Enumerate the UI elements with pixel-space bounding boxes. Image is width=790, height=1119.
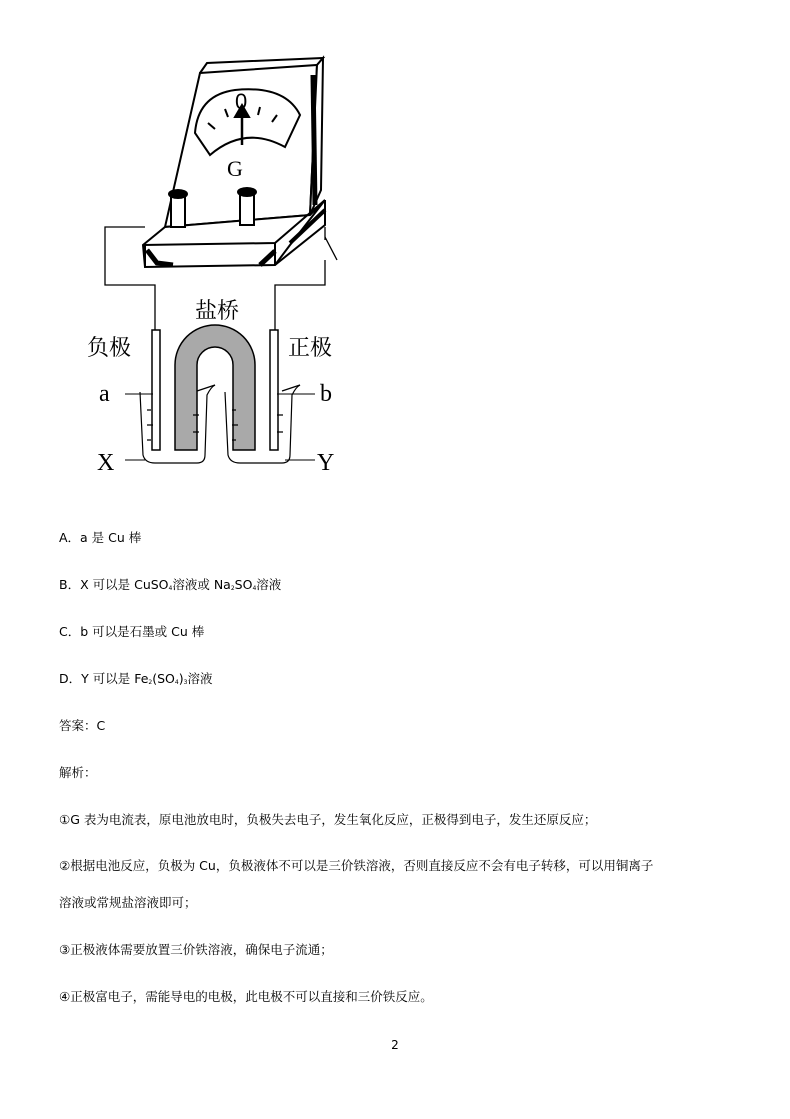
label-x: X xyxy=(97,450,115,476)
option-d-mid: (SO xyxy=(152,671,175,686)
electrode-b xyxy=(270,330,278,450)
meter-symbol: G xyxy=(227,156,243,181)
option-d xyxy=(59,670,212,692)
option-d-suffix: 溶液 xyxy=(187,671,213,686)
analysis-point-1: ①G 表为电流表，原电池放电时，负极失去电子，发生氧化反应，正极得到电子，发生还原反应； xyxy=(59,812,597,827)
option-b-sub2: 2 xyxy=(230,585,235,592)
terminal-right xyxy=(238,188,256,225)
analysis-point-2: ②根据电池反应，负极为 Cu，负极液体不可以是三价铁溶液，否则直接反应不会有电子转移，可以用铜离子 xyxy=(59,858,654,873)
option-a: A．a 是 Cu 棒 xyxy=(59,530,142,545)
option-b-prefix: B．X 可以是 CuSO xyxy=(59,577,169,592)
option-b xyxy=(59,576,281,598)
analysis-point-2-continued: 溶液或常规盐溶液即可； xyxy=(59,895,197,910)
label-y: Y xyxy=(317,450,335,476)
terminal-left xyxy=(169,190,187,227)
answer: 答案：C xyxy=(59,718,106,733)
option-d-mid2: ) xyxy=(178,671,184,686)
negative-label: 负极 xyxy=(87,336,132,361)
option-d-sub3: 3 xyxy=(183,679,188,686)
salt-bridge xyxy=(175,325,255,450)
salt-bridge-label: 盐桥 xyxy=(195,299,240,324)
meter-zero: 0 xyxy=(235,89,248,114)
analysis-title: 解析： xyxy=(59,765,97,780)
electrode-a xyxy=(152,330,160,450)
option-b-sub3: 4 xyxy=(252,585,257,592)
option-c: C．b 可以是石墨或 Cu 棒 xyxy=(59,624,205,639)
option-b-suffix: 溶液 xyxy=(256,577,282,592)
positive-label: 正极 xyxy=(288,336,333,361)
option-d-sub1: 2 xyxy=(148,679,153,686)
galvanic-cell-diagram xyxy=(85,55,355,485)
option-b-sub1: 4 xyxy=(168,585,173,592)
option-b-mid2: SO xyxy=(234,577,253,592)
label-a: a xyxy=(99,381,110,407)
option-d-prefix: D．Y 可以是 Fe xyxy=(59,671,149,686)
page-number: 2 xyxy=(391,1038,399,1052)
analysis-point-4: ④正极富电子，需能导电的电极，此电极不可以直接和三价铁反应。 xyxy=(59,989,433,1004)
option-d-sub2: 4 xyxy=(174,679,179,686)
option-b-mid: 溶液或 Na xyxy=(172,577,231,592)
analysis-point-3: ③正极液体需要放置三价铁溶液，确保电子流通； xyxy=(59,942,333,957)
label-b: b xyxy=(320,381,332,407)
